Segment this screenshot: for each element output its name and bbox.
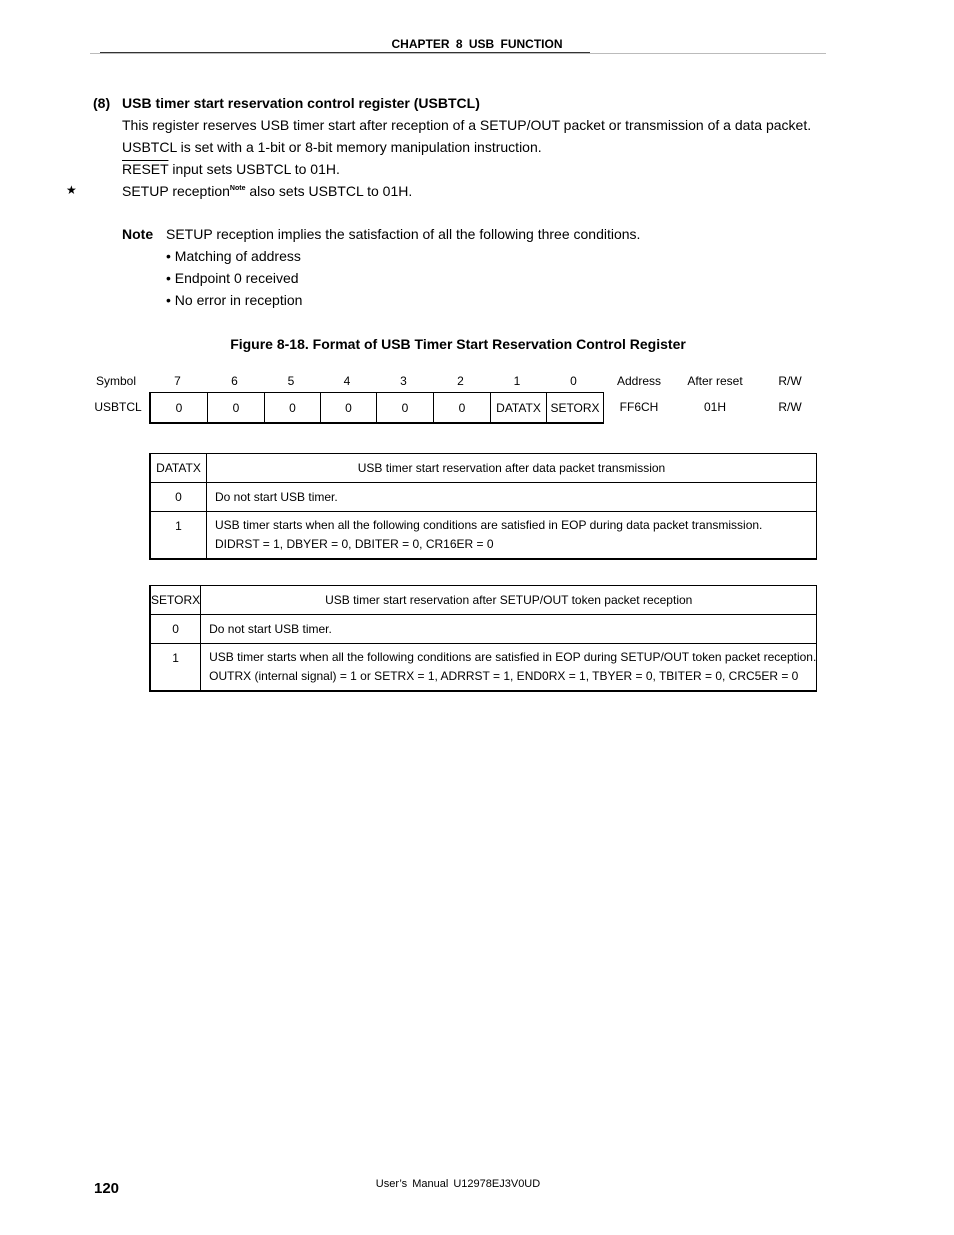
after-reset-label: After reset [687, 374, 743, 388]
description-line: OUTRX (internal signal) = 1 or SETRX = 1, ADRRST = 1, END0RX = 1, TBYER = 0, TBITER = 0, CRC5ER = 0 [209, 668, 799, 683]
bit-label: 7 [174, 374, 181, 388]
register-bit-cell: 0 [377, 393, 434, 422]
note-label: Note [122, 226, 154, 242]
table-cell: 1 [150, 644, 201, 691]
register-bit-cell: 0 [434, 393, 491, 422]
figure-title: Figure 8-18. Format of USB Timer Start Reservation Control Register [230, 336, 686, 352]
table-header-row [150, 454, 817, 483]
table-header-row [150, 586, 817, 615]
register-name: USBTCL [94, 400, 142, 414]
bit-label: 0 [570, 374, 577, 388]
star-icon: ★ [66, 183, 77, 197]
list-item: • Matching of address [166, 248, 301, 264]
table-cell: 0 [150, 615, 201, 644]
address-value: FF6CH [619, 400, 659, 414]
description-line: USB timer starts when all the following conditions are satisfied in EOP during SETUP/OUT token packet reception. [209, 649, 817, 664]
page-number: 120 [94, 1180, 120, 1197]
rw-value: R/W [778, 400, 802, 414]
register-bit-cell: 0 [151, 393, 208, 422]
table-cell: 1 [150, 512, 207, 559]
reset-text: input sets USBTCL to 01H. [168, 161, 340, 177]
register-bit-cell: 0 [265, 393, 321, 422]
address-label: Address [616, 374, 662, 388]
register-bit-cell: SETORX [550, 400, 600, 415]
table-header-cell: SETORX [150, 586, 201, 615]
table-header-cell: DATATX [150, 454, 207, 483]
rw-label: R/W [778, 374, 802, 388]
chapter-header: CHAPTER 8 USB FUNCTION [391, 37, 563, 51]
table-row [150, 615, 817, 644]
bit-label: 3 [400, 374, 407, 388]
table-header-cell: USB timer start reservation after SETUP/OUT token packet reception [201, 586, 817, 615]
paragraph-line-1: This register reserves USB timer start after reception of a SETUP/OUT packet or transmission of a data packet. [122, 117, 812, 133]
setup-text: SETUP reception [122, 183, 230, 199]
paragraph-line-2: USBTCL is set with a 1-bit or 8-bit memory manipulation instruction. [122, 139, 542, 155]
header-rule [90, 53, 826, 54]
bit-label: 5 [287, 374, 295, 388]
section-title: USB timer start reservation control register (USBTCL) [122, 95, 480, 111]
table-header-cell: USB timer start reservation after data packet transmission [207, 454, 817, 483]
bit-label: 4 [343, 374, 351, 388]
symbol-label: Symbol [95, 374, 136, 388]
description-line: DIDRST = 1, DBYER = 0, DBITER = 0, CR16ER = 0 [215, 536, 494, 551]
after-reset-value: 01H [703, 400, 726, 414]
table-row [150, 512, 817, 559]
header-rule-dark [100, 52, 590, 53]
table-cell: Do not start USB timer. [201, 615, 817, 644]
paragraph-reset-line [122, 161, 340, 177]
bit-label: 6 [231, 374, 238, 388]
table-cell [201, 644, 817, 691]
table-row [150, 644, 817, 691]
table-row [150, 483, 817, 512]
table-cell [207, 512, 817, 559]
note-text: SETUP reception implies the satisfaction of all the following three conditions. [166, 226, 641, 242]
paragraph-setup-line [122, 183, 412, 199]
reset-signal: RESET [122, 161, 169, 177]
note-superscript: Note [229, 185, 246, 192]
register-bit-box [149, 392, 604, 424]
bit-label: 1 [513, 374, 521, 388]
table-cell: 0 [150, 483, 207, 512]
section-number: (8) [93, 95, 111, 111]
table-cell: Do not start USB timer. [207, 483, 817, 512]
register-bit-cell: 0 [208, 393, 265, 422]
list-item: • Endpoint 0 received [166, 270, 299, 286]
register-bit-cell: DATATX [491, 393, 547, 422]
list-item: • No error in reception [166, 292, 303, 308]
register-bit-cell: 0 [321, 393, 377, 422]
manual-id: User’s Manual U12978EJ3V0UD [375, 1178, 541, 1190]
setup-text-end: also sets USBTCL to 01H. [245, 183, 413, 199]
description-line: USB timer starts when all the following conditions are satisfied in EOP during data packet transmission. [215, 517, 763, 532]
datatx-table [149, 453, 817, 560]
bit-label: 2 [457, 374, 464, 388]
setorx-table [149, 585, 817, 692]
